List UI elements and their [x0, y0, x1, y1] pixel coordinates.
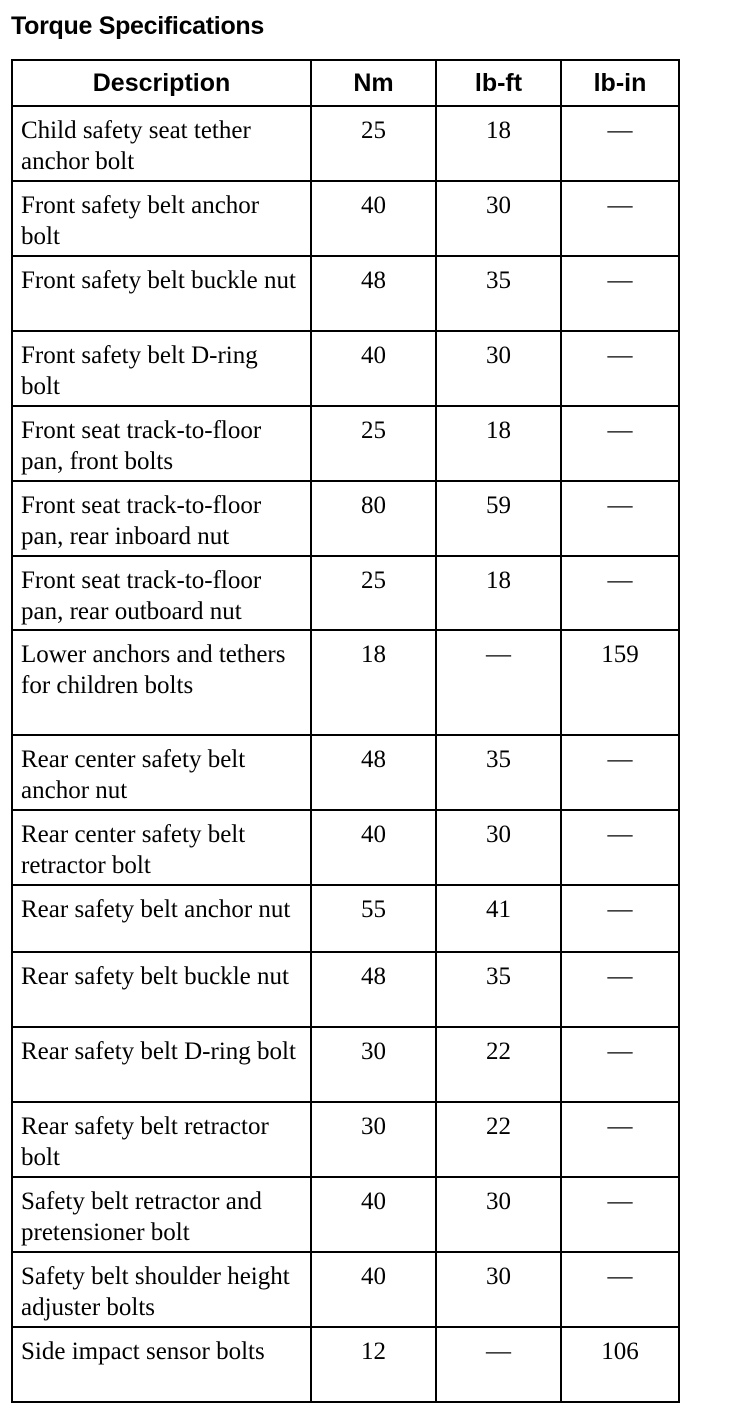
table-row — [12, 406, 679, 481]
cell-nm: 30 — [311, 1102, 436, 1177]
cell-description: Rear safety belt anchor nut — [12, 885, 311, 952]
cell-nm: 25 — [311, 556, 436, 630]
header-row — [12, 60, 679, 106]
cell-nm: 30 — [311, 1027, 436, 1102]
cell-nm: 55 — [311, 885, 436, 952]
cell-lbin: — — [561, 885, 679, 952]
cell-description: Front seat track-to-floor pan, rear inboard nut — [12, 481, 311, 556]
cell-lbft: 18 — [436, 556, 561, 630]
table-row — [12, 181, 679, 256]
cell-nm: 48 — [311, 952, 436, 1027]
torque-spec-table — [11, 59, 680, 1403]
cell-lbft: 22 — [436, 1102, 561, 1177]
table-row — [12, 1252, 679, 1327]
cell-lbin: — — [561, 1102, 679, 1177]
cell-nm: 18 — [311, 630, 436, 735]
table-row — [12, 331, 679, 406]
cell-lbft: 22 — [436, 1027, 561, 1102]
table-row — [12, 810, 679, 885]
cell-description: Front safety belt buckle nut — [12, 256, 311, 331]
cell-lbft: 30 — [436, 331, 561, 406]
cell-lbft: 30 — [436, 1252, 561, 1327]
table-row — [12, 481, 679, 556]
table-header — [12, 60, 679, 106]
table-row — [12, 1177, 679, 1252]
cell-description: Rear safety belt D-ring bolt — [12, 1027, 311, 1102]
table-row — [12, 735, 679, 810]
cell-lbin: — — [561, 556, 679, 630]
cell-nm: 40 — [311, 1177, 436, 1252]
cell-nm: 40 — [311, 331, 436, 406]
header-nm: Nm — [311, 60, 436, 106]
cell-lbft: 18 — [436, 406, 561, 481]
cell-description: Lower anchors and tethers for children bolts — [12, 630, 311, 735]
cell-lbft: 30 — [436, 181, 561, 256]
cell-lbin: — — [561, 810, 679, 885]
cell-lbft: — — [436, 630, 561, 735]
cell-nm: 80 — [311, 481, 436, 556]
cell-nm: 40 — [311, 181, 436, 256]
table-body — [12, 106, 679, 1402]
cell-lbin: — — [561, 952, 679, 1027]
cell-nm: 12 — [311, 1327, 436, 1402]
header-description: Description — [12, 60, 311, 106]
cell-lbft: 59 — [436, 481, 561, 556]
cell-nm: 40 — [311, 1252, 436, 1327]
cell-lbin: — — [561, 331, 679, 406]
cell-description: Rear safety belt buckle nut — [12, 952, 311, 1027]
cell-lbin: — — [561, 256, 679, 331]
cell-lbft: 30 — [436, 1177, 561, 1252]
cell-lbin: 106 — [561, 1327, 679, 1402]
cell-lbin: — — [561, 735, 679, 810]
cell-description: Front safety belt anchor bolt — [12, 181, 311, 256]
cell-lbin: — — [561, 1177, 679, 1252]
cell-description: Safety belt shoulder height adjuster bolts — [12, 1252, 311, 1327]
cell-lbin: 159 — [561, 630, 679, 735]
table-row — [12, 256, 679, 331]
cell-nm: 40 — [311, 810, 436, 885]
cell-description: Child safety seat tether anchor bolt — [12, 106, 311, 181]
cell-lbin: — — [561, 481, 679, 556]
header-lbin: lb-in — [561, 60, 679, 106]
cell-description: Front safety belt D-ring bolt — [12, 331, 311, 406]
cell-lbft: 41 — [436, 885, 561, 952]
table-row — [12, 952, 679, 1027]
cell-lbin: — — [561, 406, 679, 481]
cell-lbft: — — [436, 1327, 561, 1402]
cell-description: Rear center safety belt retractor bolt — [12, 810, 311, 885]
cell-lbin: — — [561, 1027, 679, 1102]
cell-lbft: 35 — [436, 952, 561, 1027]
cell-lbft: 35 — [436, 735, 561, 810]
cell-lbin: — — [561, 1252, 679, 1327]
table-row — [12, 1027, 679, 1102]
table-row — [12, 885, 679, 952]
cell-description: Rear center safety belt anchor nut — [12, 735, 311, 810]
cell-nm: 48 — [311, 256, 436, 331]
cell-description: Safety belt retractor and pretensioner bolt — [12, 1177, 311, 1252]
cell-lbft: 18 — [436, 106, 561, 181]
table-row — [12, 1102, 679, 1177]
header-lbft: lb-ft — [436, 60, 561, 106]
cell-lbin: — — [561, 181, 679, 256]
page-title: Torque Specifications — [11, 12, 265, 40]
table-row — [12, 556, 679, 630]
cell-lbft: 35 — [436, 256, 561, 331]
cell-nm: 25 — [311, 406, 436, 481]
table-row — [12, 1327, 679, 1402]
cell-description: Rear safety belt retractor bolt — [12, 1102, 311, 1177]
table-row — [12, 106, 679, 181]
cell-description: Side impact sensor bolts — [12, 1327, 311, 1402]
cell-lbin: — — [561, 106, 679, 181]
cell-description: Front seat track-to-floor pan, front bolts — [12, 406, 311, 481]
cell-description: Front seat track-to-floor pan, rear outboard nut — [12, 556, 311, 630]
cell-nm: 25 — [311, 106, 436, 181]
table-row — [12, 630, 679, 735]
cell-lbft: 30 — [436, 810, 561, 885]
cell-nm: 48 — [311, 735, 436, 810]
